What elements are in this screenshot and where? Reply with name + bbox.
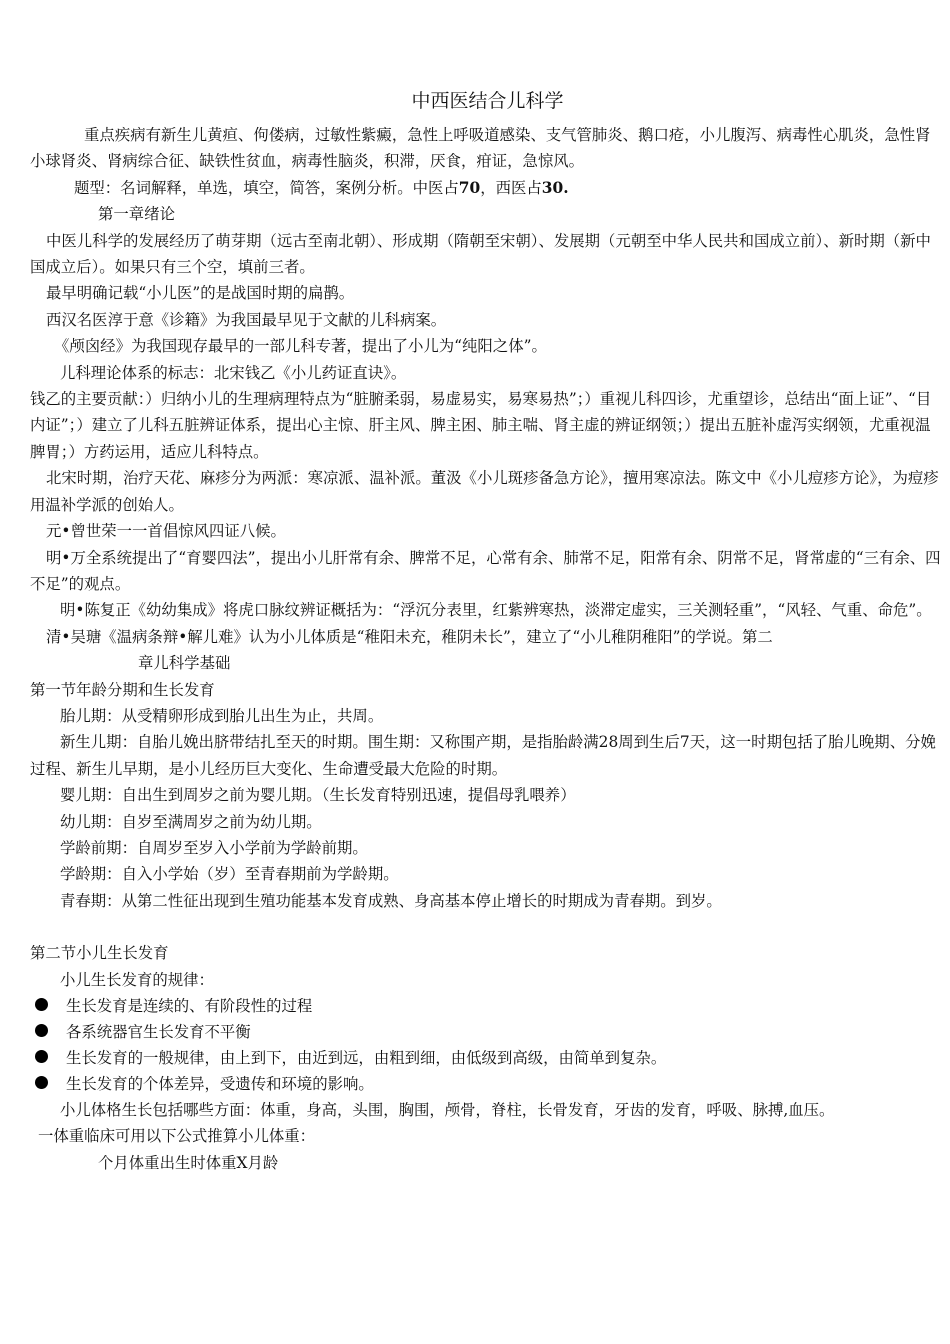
bianque-paragraph: 最早明确记载“小儿医”的是战国时期的扁鹊。 <box>46 284 355 303</box>
zhenji-paragraph: 西汉名医淳于意《诊籍》为我国最早见于文献的儿科病案。 <box>46 310 447 329</box>
key-diseases-paragraph: 重点疾病有新生儿黄疸、佝偻病，过敏性紫癜，急性上呼吸道感染、支气管肺炎、鹅口疮，小儿腹泻、病毒性心肌炎，急性肾小球肾炎、肾病综合征、缺铁性贫血，病毒性脑炎，积滞，厌食，疳证，急惊风。 <box>30 126 931 171</box>
document-page <box>30 86 945 1176</box>
list-item <box>30 993 945 1019</box>
preschool-period-paragraph: 学龄前期：自周岁至岁入小学前为学龄前期。 <box>60 838 368 857</box>
theory-system-paragraph: 儿科理论体系的标志：北宋钱乙《小儿药证直诀》。 <box>60 363 407 382</box>
tcm-percentage: 70 <box>458 178 481 197</box>
physique-paragraph: 小儿体格生长包括哪些方面：体重，身高，头围，胸围，颅骨，脊柱，长骨发育，牙齿的发育，呼吸、脉搏,血压。 <box>60 1101 835 1119</box>
bullet-icon <box>35 1024 48 1037</box>
weight-formula: 个月体重出生时体重X月龄 <box>98 1153 279 1172</box>
list-item-text: 各系统器官生长发育不平衡 <box>66 1023 251 1041</box>
list-item <box>30 1045 945 1071</box>
exam-format-connector: ，西医占 <box>480 178 542 197</box>
western-percentage: 30. <box>541 178 569 197</box>
blank-line <box>30 914 945 940</box>
list-item <box>30 1071 945 1097</box>
school-age-period-paragraph: 学龄期：自入小学始（岁）至青春期前为学龄期。 <box>60 865 399 884</box>
fetal-period-paragraph: 胎儿期：从受精卵形成到胎儿出生为止，共周。 <box>60 706 384 725</box>
growth-rules-list <box>30 993 945 1097</box>
qianyi-contributions-paragraph: 钱乙的主要贡献：）归纳小儿的生理病理特点为“脏腑柔弱，易虚易实，易寒易热”；）重视儿科四诊，尤重望诊，总结出“面上证”、“目内证”；）建立了儿科五脏辨证体系，提出心主惊、肝主风、脾主困、肺主喘、肾主虚的辨证纲领；）提出五脏补虚泻实纲领，尤重视温脾胃；）方药运用，适应儿科特点。 <box>30 390 932 461</box>
list-item-text: 生长发育的一般规律，由上到下，由近到远，由粗到细，由低级到高级，由简单到复杂。 <box>66 1049 667 1067</box>
weight-formula-heading: 一体重临床可用以下公式推算小儿体重： <box>38 1127 316 1146</box>
section-2-heading: 第二节小儿生长发育 <box>30 944 169 963</box>
list-item-text: 生长发育的个体差异，受遗传和环境的影响。 <box>66 1075 374 1093</box>
puberty-period-paragraph: 青春期：从第二性征出现到生殖功能基本发育成熟、身高基本停止增长的时期成为青春期。到岁。 <box>60 891 722 910</box>
chapter-2-heading: 章儿科学基础 <box>138 654 231 673</box>
toddler-period-paragraph: 幼儿期：自岁至满周岁之前为幼儿期。 <box>60 812 322 831</box>
document-title: 中西医结合儿科学 <box>411 90 564 112</box>
growth-rules-heading: 小儿生长发育的规律： <box>60 970 214 989</box>
luxinjing-paragraph: 《颅囟经》为我国现存最早的一部儿科专著，提出了小儿为“纯阳之体”。 <box>54 337 547 356</box>
chapter-1-heading: 第一章绪论 <box>98 205 175 224</box>
exam-format-text: 题型：名词解释，单选，填空，简答，案例分析。中医占 <box>74 178 459 197</box>
bullet-icon <box>35 1050 48 1063</box>
northern-song-schools-paragraph: 北宋时期，治疗天花、麻疹分为两派：寒凉派、温补派。董汲《小儿斑疹备急方论》，擅用寒凉法。陈文中《小儿痘疹方论》，为痘疹用温补学派的创始人。 <box>30 469 939 514</box>
chen-fuzheng-paragraph: 明•陈复正《幼幼集成》将虎口脉纹辨证概括为：“浮沉分表里，红紫辨寒热，淡滞定虚实，三关测轻重”，“风轻、气重、命危”。 <box>60 601 932 620</box>
list-item-text: 生长发育是连续的、有阶段性的过程 <box>66 997 313 1015</box>
wu-tang-paragraph: 清•吴瑭《温病条辩•解儿难》认为小儿体质是“稚阳未充，稚阴未长”，建立了“小儿稚阴稚阳”的学说。第二 <box>46 627 773 646</box>
exam-format-paragraph <box>30 175 945 201</box>
bullet-icon <box>35 1076 48 1089</box>
newborn-period-paragraph: 新生儿期：自胎儿娩出脐带结扎至天的时期。围生期：又称围产期，是指胎龄满28周到生后7天，这一时期包括了胎儿晚期、分娩过程、新生儿早期，是小儿经历巨大变化、生命遭受最大危险的时期。 <box>30 733 936 778</box>
history-periods-paragraph: 中医儿科学的发展经历了萌芽期（远古至南北朝）、形成期（隋朝至宋朝）、发展期（元朝至中华人民共和国成立前）、新时期（新中国成立后）。如果只有三个空，填前三者。 <box>30 231 931 277</box>
infant-period-paragraph: 婴儿期：自出生到周岁之前为婴儿期。（生长发育特别迅速，提倡母乳喂养） <box>60 786 576 805</box>
section-1-heading: 第一节年龄分期和生长发育 <box>30 680 215 699</box>
list-item <box>30 1019 945 1045</box>
bullet-icon <box>35 998 48 1011</box>
wan-quan-paragraph: 明•万全系统提出了“育婴四法”，提出小儿肝常有余、脾常不足，心常有余、肺常不足，阳常有余、阴常不足，肾常虚的“三有余、四不足”的观点。 <box>30 548 941 593</box>
zeng-shirong-paragraph: 元•曾世荣一一首倡惊风四证八候。 <box>46 522 286 541</box>
